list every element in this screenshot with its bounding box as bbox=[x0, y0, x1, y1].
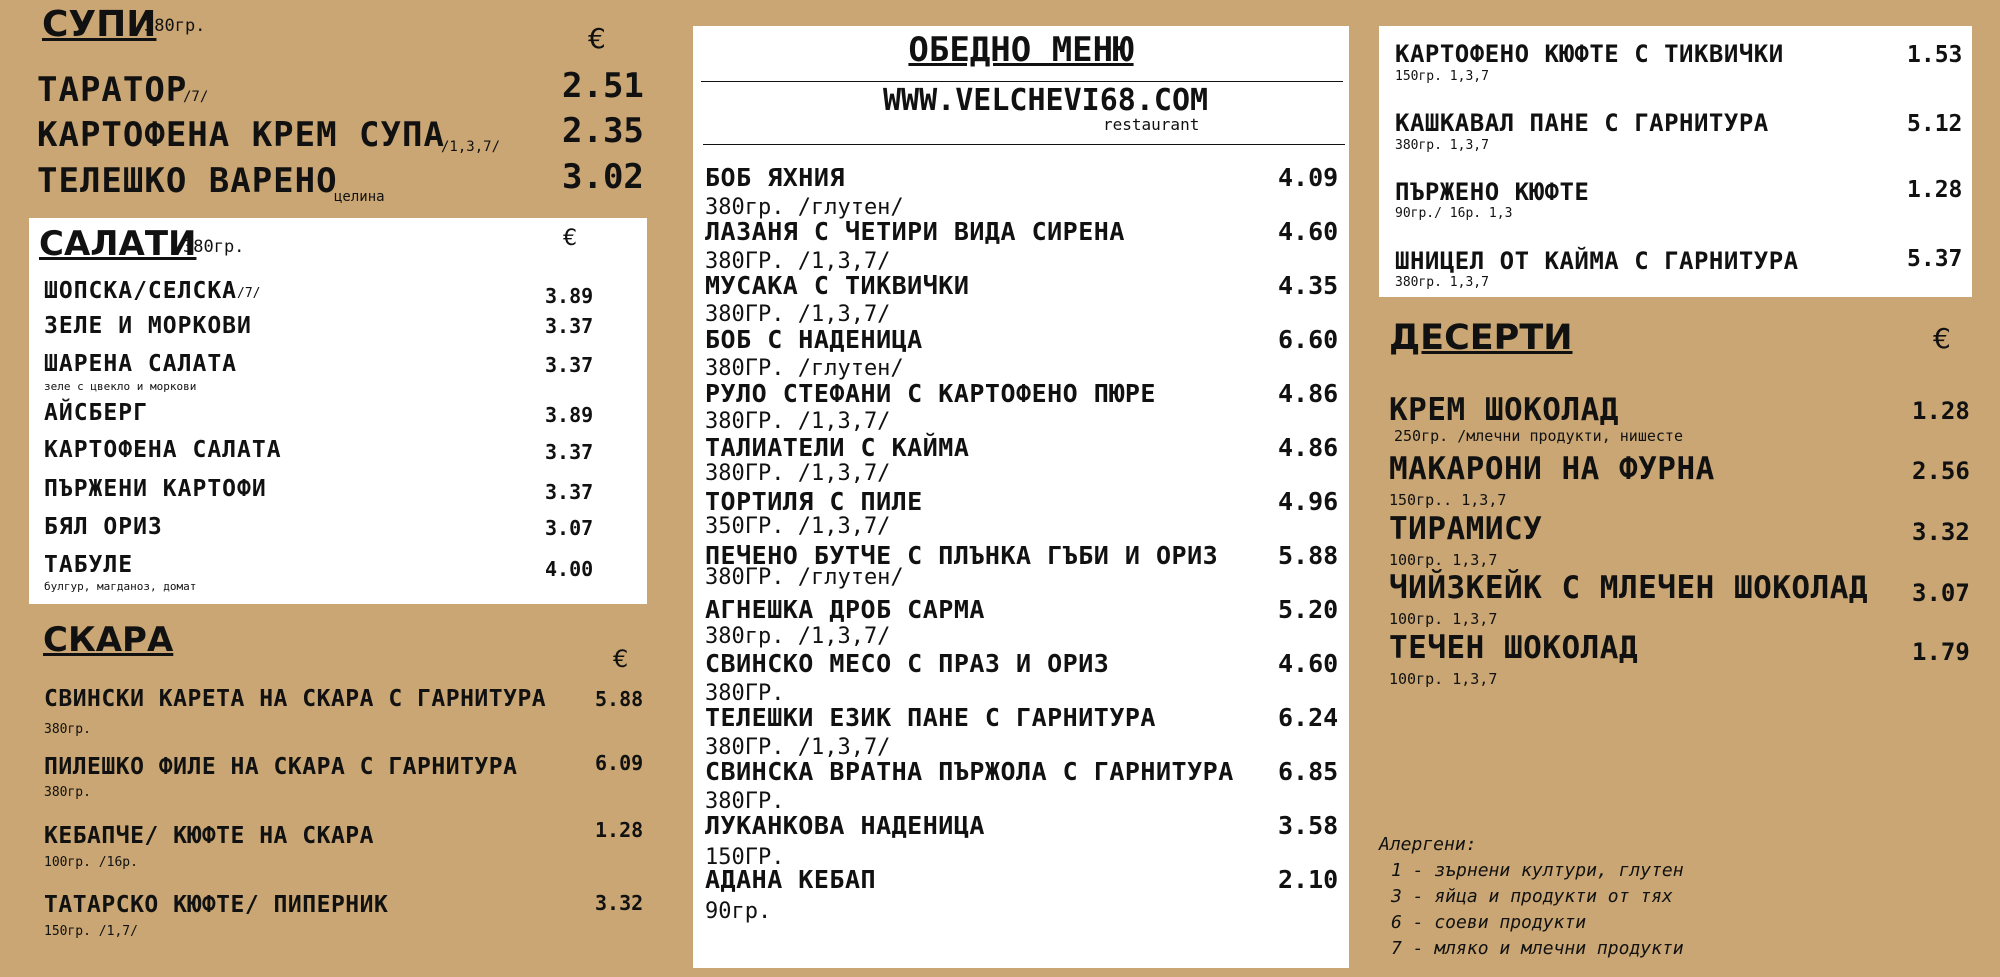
menu-item-price: 1.53 bbox=[1907, 42, 1963, 68]
menu-item-name: МУСАКА С ТИКВИЧКИ bbox=[705, 271, 970, 300]
menu-item-note: целина bbox=[334, 189, 385, 205]
menu-item-name: ШОПСКА/СЕЛСКА bbox=[44, 278, 238, 304]
menu-item-price: 5.12 bbox=[1907, 111, 1963, 137]
extras-panel bbox=[1379, 26, 1972, 297]
allergens-title: Алергени: bbox=[1379, 834, 1477, 855]
divider bbox=[701, 81, 1343, 82]
menu-item-name: РУЛО СТЕФАНИ С КАРТОФЕНО ПЮРЕ bbox=[705, 379, 1156, 408]
menu-item-price: 2.10 bbox=[1278, 865, 1339, 894]
menu-item-name: МАКАРОНИ НА ФУРНА bbox=[1389, 451, 1715, 487]
menu-item-price: 3.02 bbox=[562, 157, 644, 197]
menu-item-price: 5.37 bbox=[1907, 246, 1963, 272]
menu-item-weight: 250гр. /млечни продукти, нишесте bbox=[1394, 427, 1683, 445]
menu-item-weight: 380ГР. /1,3,7/ bbox=[705, 735, 891, 760]
menu-item-price: 3.37 bbox=[545, 314, 594, 338]
menu-item-price: 3.89 bbox=[545, 403, 594, 427]
menu-item-name: АДАНА КЕБАП bbox=[705, 865, 877, 894]
menu-item-name: БЯЛ ОРИЗ bbox=[44, 514, 163, 540]
restaurant-subtitle: restaurant bbox=[1103, 115, 1200, 134]
menu-item-price: 3.07 bbox=[545, 516, 594, 540]
salads-weight: 380гр. bbox=[183, 237, 245, 257]
menu-item-name: АГНЕШКА ДРОБ САРМА bbox=[705, 595, 985, 624]
salads-currency: € bbox=[563, 226, 577, 251]
menu-item-name: ЗЕЛЕ И МОРКОВИ bbox=[44, 313, 252, 339]
menu-item-weight: 380ГР. /1,3,7/ bbox=[705, 249, 891, 274]
grill-title: СКАРА bbox=[43, 620, 174, 660]
menu-item-weight: 150гр.. 1,3,7 bbox=[1389, 491, 1507, 509]
desserts-currency: € bbox=[1933, 322, 1951, 355]
menu-item-price: 6.85 bbox=[1278, 757, 1339, 786]
menu-item-price: 4.96 bbox=[1278, 487, 1339, 516]
menu-item-note: булгур, магданоз, домат bbox=[44, 580, 197, 593]
soups-title: СУПИ bbox=[42, 4, 157, 45]
menu-item-weight: 380ГР. /1,3,7/ bbox=[705, 302, 891, 327]
menu-item-weight: 90гр. bbox=[705, 899, 772, 924]
menu-item-price: 3.32 bbox=[1912, 518, 1970, 546]
menu-item-name: ТАТАРСКО КЮФТЕ/ ПИПЕРНИК bbox=[44, 892, 389, 918]
menu-item-name: ШАРЕНА САЛАТА bbox=[44, 351, 238, 377]
menu-item-price: 3.89 bbox=[545, 284, 594, 308]
menu-item-note: /1,3,7/ bbox=[441, 139, 501, 155]
menu-item-weight: 90гр./ 16р. 1,3 bbox=[1395, 206, 1513, 221]
menu-item-weight: 380ГР. bbox=[705, 789, 785, 814]
menu-item-weight: 100гр. 1,3,7 bbox=[1389, 551, 1498, 569]
menu-item-name: ТАЛИАТЕЛИ С КАЙМА bbox=[705, 433, 970, 462]
menu-item-price: 2.56 bbox=[1912, 457, 1970, 485]
menu-item-price: 3.32 bbox=[595, 891, 644, 915]
menu-item-name: БОБ ЯХНИЯ bbox=[705, 163, 845, 192]
menu-item-name: ТИРАМИСУ bbox=[1389, 511, 1543, 547]
menu-item-price: 3.07 bbox=[1912, 579, 1970, 607]
menu-item-note: /7/ bbox=[237, 286, 261, 301]
menu-item-name: ЛАЗАНЯ С ЧЕТИРИ ВИДА СИРЕНА bbox=[705, 217, 1125, 246]
allergen-item: 6 - соеви продукти bbox=[1391, 912, 1587, 933]
menu-item-price: 3.37 bbox=[545, 480, 594, 504]
menu-item-weight: 150гр. 1,3,7 bbox=[1395, 69, 1489, 84]
menu-item-name: ПЕЧЕНО БУТЧЕ С ПЛЪНКА ГЪБИ И ОРИЗ bbox=[705, 541, 1219, 570]
lunch-menu-title: ОБЕДНО МЕНЮ bbox=[908, 30, 1134, 70]
menu-item-price: 6.60 bbox=[1278, 325, 1339, 354]
menu-item-name: КАРТОФЕНА САЛАТА bbox=[44, 437, 282, 463]
menu-item-name: СВИНСКО МЕСО С ПРАЗ И ОРИЗ bbox=[705, 649, 1110, 678]
menu-item-price: 1.28 bbox=[595, 818, 644, 842]
menu-item-price: 2.35 bbox=[562, 111, 644, 151]
allergen-item: 1 - зърнени култури, глутен bbox=[1391, 860, 1684, 881]
menu-item-weight: 150ГР. bbox=[705, 845, 785, 870]
menu-item-weight: 100гр. 1,3,7 bbox=[1389, 610, 1498, 628]
menu-item-weight: 380гр. /глутен/ bbox=[705, 195, 904, 220]
menu-item-name: ЛУКАНКОВА НАДЕНИЦА bbox=[705, 811, 985, 840]
menu-item-price: 4.60 bbox=[1278, 217, 1339, 246]
menu-item-note: зеле с цвекло и моркови bbox=[44, 380, 197, 393]
menu-item-name: ТОРТИЛЯ С ПИЛЕ bbox=[705, 487, 923, 516]
menu-item-name: СВИНСКА ВРАТНА ПЪРЖОЛА С ГАРНИТУРА bbox=[705, 757, 1234, 786]
menu-item-name: АЙСБЕРГ bbox=[44, 400, 148, 426]
menu-item-price: 1.28 bbox=[1907, 177, 1963, 203]
desserts-title: ДЕСЕРТИ bbox=[1389, 318, 1573, 358]
menu-item-name: СВИНСКИ КАРЕТА НА СКАРА С ГАРНИТУРА bbox=[44, 686, 547, 712]
salads-panel bbox=[29, 218, 647, 604]
menu-item-price: 2.51 bbox=[562, 66, 644, 106]
menu-item-price: 4.35 bbox=[1278, 271, 1339, 300]
menu-item-name: БОБ С НАДЕНИЦА bbox=[705, 325, 923, 354]
grill-currency: € bbox=[613, 645, 629, 673]
menu-item-price: 4.09 bbox=[1278, 163, 1339, 192]
menu-item-price: 3.37 bbox=[545, 440, 594, 464]
menu-item-weight: 380гр. bbox=[44, 722, 91, 737]
menu-item-weight: 380ГР. /глутен/ bbox=[705, 356, 904, 381]
menu-item-weight: 350ГР. /1,3,7/ bbox=[705, 514, 891, 539]
allergen-item: 7 - мляко и млечни продукти bbox=[1391, 938, 1684, 959]
menu-item-name: ТАРАТОР bbox=[37, 70, 188, 110]
menu-item-name: ТЕЧЕН ШОКОЛАД bbox=[1389, 630, 1639, 666]
menu-item-name: ПЪРЖЕНИ КАРТОФИ bbox=[44, 476, 267, 502]
menu-item-price: 4.86 bbox=[1278, 379, 1339, 408]
menu-item-name: ПЪРЖЕНО КЮФТЕ bbox=[1395, 178, 1590, 206]
soups-weight: 380гр. bbox=[144, 16, 206, 36]
menu-item-price: 6.09 bbox=[595, 751, 644, 775]
menu-item-weight: 380гр. /1,3,7/ bbox=[705, 624, 891, 649]
menu-item-note: /7/ bbox=[183, 89, 209, 105]
menu-item-price: 3.58 bbox=[1278, 811, 1339, 840]
menu-item-price: 3.37 bbox=[545, 353, 594, 377]
menu-item-price: 6.24 bbox=[1278, 703, 1339, 732]
menu-item-weight: 100гр. 1,3,7 bbox=[1389, 670, 1498, 688]
menu-item-name: КРЕМ ШОКОЛАД bbox=[1389, 392, 1619, 428]
menu-item-name: КЕБАПЧЕ/ КЮФТЕ НА СКАРА bbox=[44, 823, 374, 849]
menu-item-weight: 380ГР. bbox=[705, 681, 785, 706]
menu-item-weight: 100гр. /16р. bbox=[44, 855, 138, 870]
website-url: WWW.VELCHEVI68.COM bbox=[883, 83, 1209, 118]
menu-item-price: 4.60 bbox=[1278, 649, 1339, 678]
menu-item-weight: 380ГР. /глутен/ bbox=[705, 565, 904, 590]
allergen-item: 3 - яйца и продукти от тях bbox=[1391, 886, 1673, 907]
menu-item-weight: 380ГР. /1,3,7/ bbox=[705, 409, 891, 434]
menu-item-price: 4.00 bbox=[545, 557, 594, 581]
menu-item-name: ТЕЛЕШКО ВАРЕНО bbox=[37, 161, 338, 201]
menu-item-name: КАРТОФЕНО КЮФТЕ С ТИКВИЧКИ bbox=[1395, 40, 1784, 68]
menu-item-name: КАРТОФЕНА КРЕМ СУПА bbox=[37, 115, 445, 155]
divider bbox=[703, 144, 1345, 145]
menu-item-weight: 380ГР. /1,3,7/ bbox=[705, 461, 891, 486]
menu-item-weight: 380гр. bbox=[44, 785, 91, 800]
menu-item-name: ШНИЦЕЛ ОТ КАЙМА С ГАРНИТУРА bbox=[1395, 247, 1799, 275]
menu-item-price: 5.20 bbox=[1278, 595, 1339, 624]
menu-item-weight: 150гр. /1,7/ bbox=[44, 924, 138, 939]
menu-item-price: 5.88 bbox=[1278, 541, 1339, 570]
menu-item-price: 1.79 bbox=[1912, 638, 1970, 666]
menu-item-name: КАШКАВАЛ ПАНЕ С ГАРНИТУРА bbox=[1395, 109, 1769, 137]
soups-currency: € bbox=[588, 22, 606, 55]
menu-item-name: ПИЛЕШКО ФИЛЕ НА СКАРА С ГАРНИТУРА bbox=[44, 754, 518, 780]
menu-item-price: 4.86 bbox=[1278, 433, 1339, 462]
menu-item-name: ТЕЛЕШКИ ЕЗИК ПАНЕ С ГАРНИТУРА bbox=[705, 703, 1156, 732]
menu-item-name: ТАБУЛЕ bbox=[44, 552, 134, 578]
menu-item-weight: 380гр. 1,3,7 bbox=[1395, 138, 1489, 153]
menu-item-name: ЧИЙЗКЕЙК С МЛЕЧЕН ШОКОЛАД bbox=[1389, 570, 1869, 606]
menu-item-price: 1.28 bbox=[1912, 397, 1970, 425]
menu-item-price: 5.88 bbox=[595, 687, 644, 711]
lunch-menu-panel bbox=[693, 26, 1349, 968]
menu-item-weight: 380гр. 1,3,7 bbox=[1395, 275, 1489, 290]
salads-title: САЛАТИ bbox=[39, 224, 197, 264]
